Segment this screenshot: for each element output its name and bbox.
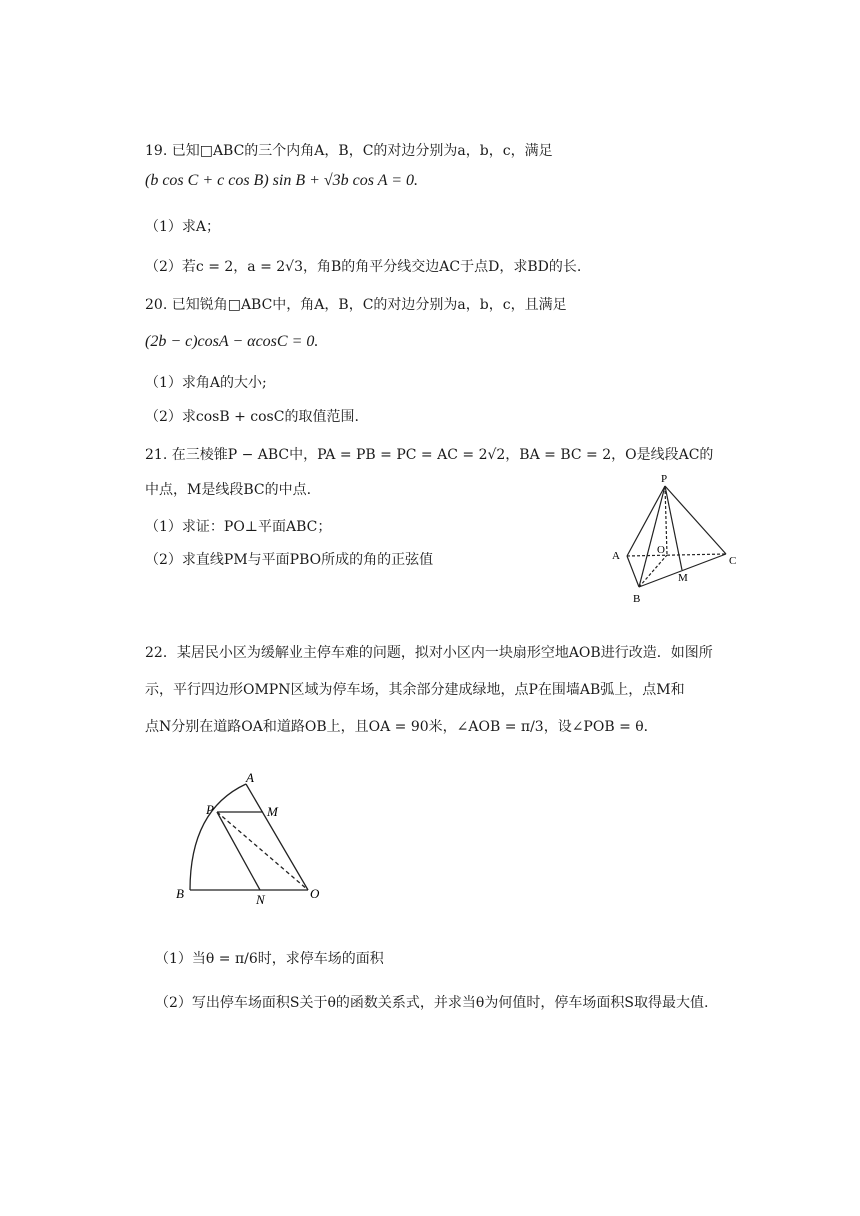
q20-formula: (2b − c)cosA − αcosC = 0. bbox=[145, 333, 319, 350]
sector-label-n: N bbox=[256, 892, 265, 907]
q20-stem: 20. 已知锐角□ABC中，角A，B，C的对边分别为a，b，c，且满足 bbox=[145, 297, 567, 313]
pyramid-label-p: P bbox=[661, 473, 668, 485]
pyramid-figure bbox=[595, 468, 755, 608]
sector-label-a: A bbox=[246, 770, 254, 785]
q19-part1: （1）求A； bbox=[145, 219, 221, 235]
q22-line3: 点N分别在道路OA和道路OB上，且OA = 90米，∠AOB = π/3，设∠POB = θ． bbox=[145, 719, 658, 735]
sector-label-p: P bbox=[206, 802, 214, 817]
q22-part1: （1）当θ = π/6时，求停车场的面积 bbox=[155, 951, 384, 967]
q19-formula: (b cos C + c cos B) sin B + √3b cos A = 0. bbox=[145, 172, 418, 189]
q19-stem: 19. 已知□ABC的三个内角A，B，C的对边分别为a，b，c，满足 bbox=[145, 143, 553, 159]
q22-part2: （2）写出停车场面积S关于θ的函数关系式，并求当θ为何值时，停车场面积S取得最大值. bbox=[155, 995, 709, 1011]
q22-line1: 22．某居民小区为缓解业主停车难的问题，拟对小区内一块扇形空地AOB进行改造．如图所 bbox=[145, 645, 713, 661]
sector-figure bbox=[170, 770, 340, 910]
q21-stem: 21. 在三棱锥P − ABC中，PA = PB = PC = AC = 2√2，BA = BC = 2，O是线段AC的 bbox=[145, 447, 714, 463]
q20-part1: （1）求角A的大小; bbox=[145, 375, 267, 391]
pyramid-label-a: A bbox=[612, 550, 620, 562]
pyramid-label-m: M bbox=[678, 572, 688, 584]
sector-label-b: B bbox=[176, 886, 184, 901]
pyramid-label-b: B bbox=[633, 593, 641, 605]
pyramid-label-o: O bbox=[657, 544, 665, 556]
q21-stem-continued: 中点，M是线段BC的中点. bbox=[145, 482, 312, 498]
q21-part2: （2）求直线PM与平面PBO所成的角的正弦值 bbox=[145, 552, 434, 568]
q21-part1: （1）求证：PO⊥平面ABC； bbox=[145, 519, 332, 535]
sector-label-m: M bbox=[267, 804, 278, 819]
pyramid-label-c: C bbox=[729, 555, 737, 567]
q19-part2: （2）若c = 2，a = 2√3，角B的角平分线交边AC于点D，求BD的长. bbox=[145, 259, 582, 275]
q22-line2: 示，平行四边形OMPN区域为停车场，其余部分建成绿地，点P在围墙AB弧上，点M和 bbox=[145, 682, 685, 698]
q20-part2: （2）求cosB + cosC的取值范围. bbox=[145, 409, 359, 425]
sector-label-o: O bbox=[310, 886, 320, 901]
